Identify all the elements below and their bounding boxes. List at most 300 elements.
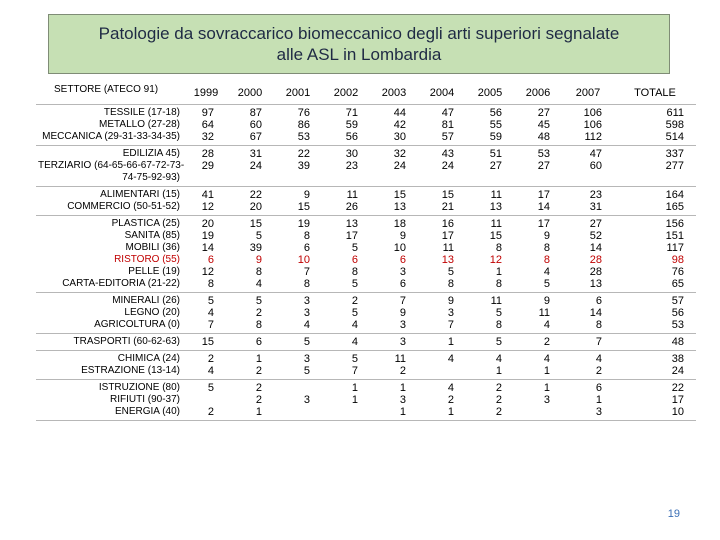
cell-value: 16	[441, 218, 454, 230]
cell-value: 97	[201, 107, 214, 119]
year-cell	[274, 187, 322, 216]
year-cell	[370, 146, 418, 187]
total-cell	[614, 187, 696, 216]
cell-value: 15	[201, 336, 214, 348]
table-row	[36, 293, 696, 334]
sector-labels	[36, 334, 186, 351]
data-table	[36, 82, 696, 421]
year-cell	[466, 380, 514, 421]
cell-value: 13	[489, 201, 502, 213]
cell-value: 9	[255, 254, 262, 266]
year-cell	[562, 146, 614, 187]
cell-value: 55	[489, 119, 502, 131]
sector-labels	[36, 105, 186, 146]
cell-value: 8	[495, 319, 502, 331]
year-cell	[466, 105, 514, 146]
cell-value: 10	[393, 242, 406, 254]
cell-value: 59	[489, 131, 502, 143]
year-cell	[514, 351, 562, 380]
cell-value: 53	[297, 131, 310, 143]
cell-value: 28	[589, 254, 602, 266]
cell-value: 52	[589, 230, 602, 242]
year-cell	[322, 293, 370, 334]
year-cell	[562, 380, 614, 421]
column-header: 2004	[418, 82, 466, 105]
cell-value: 81	[441, 119, 454, 131]
year-cell	[514, 334, 562, 351]
cell-value: 2	[399, 365, 406, 377]
cell-value: 39	[297, 160, 310, 172]
sector-label: ISTRUZIONE (80)	[98, 382, 180, 393]
year-cell	[322, 187, 370, 216]
cell-value: 19	[297, 218, 310, 230]
cell-value: 2	[207, 353, 214, 365]
cell-value: 86	[297, 119, 310, 131]
year-cell	[274, 334, 322, 351]
cell-value: 67	[249, 131, 262, 143]
sector-labels	[36, 146, 186, 187]
cell-value: 4	[543, 353, 550, 365]
cell-value: 20	[201, 218, 214, 230]
year-cell	[370, 187, 418, 216]
cell-value: 1	[495, 365, 502, 377]
cell-value: 14	[537, 201, 550, 213]
year-cell	[186, 105, 226, 146]
sector-label: CARTA-EDITORIA (21-22)	[62, 278, 180, 289]
cell-value: 48	[671, 336, 684, 348]
cell-value: 24	[249, 160, 262, 172]
cell-value: 165	[665, 201, 684, 213]
cell-value: 28	[589, 266, 602, 278]
cell-value: 8	[447, 278, 454, 290]
cell-value: 8	[255, 319, 262, 331]
cell-value: 5	[255, 295, 262, 307]
column-header: TOTALE	[614, 82, 696, 105]
cell-value: 11	[490, 189, 502, 201]
cell-value: 41	[201, 189, 214, 201]
year-cell	[322, 334, 370, 351]
year-cell	[274, 380, 322, 421]
sector-labels	[36, 216, 186, 293]
cell-value: 8	[595, 319, 602, 331]
cell-value: 98	[671, 254, 684, 266]
cell-value: 6	[595, 295, 602, 307]
cell-value: 1	[255, 353, 262, 365]
cell-value: 47	[589, 148, 602, 160]
cell-value: 22	[249, 189, 262, 201]
year-cell	[226, 216, 274, 293]
cell-value: 156	[665, 218, 684, 230]
table-row	[36, 216, 696, 293]
year-cell	[274, 293, 322, 334]
cell-value: 3	[447, 307, 454, 319]
year-cell	[274, 146, 322, 187]
cell-value: 15	[441, 189, 454, 201]
cell-value: 112	[584, 131, 602, 143]
cell-value: 17	[345, 230, 358, 242]
cell-value: 5	[351, 242, 358, 254]
year-cell	[418, 216, 466, 293]
sector-label: TRASPORTI (60-62-63)	[73, 336, 180, 347]
cell-value: 6	[399, 254, 406, 266]
cell-value: 277	[665, 160, 684, 172]
column-header: 2000	[226, 82, 274, 105]
cell-value: 9	[543, 295, 550, 307]
year-cell	[418, 105, 466, 146]
cell-value: 64	[201, 119, 214, 131]
cell-value: 31	[589, 201, 602, 213]
sector-label: TERZIARIO (64-65-66-67-72-73-	[38, 160, 185, 171]
cell-value: 2	[447, 394, 454, 406]
total-cell	[614, 105, 696, 146]
cell-value: 8	[495, 242, 502, 254]
year-cell	[514, 146, 562, 187]
cell-value: 17	[537, 189, 550, 201]
year-cell	[226, 293, 274, 334]
year-cell	[186, 380, 226, 421]
sector-label: RIFIUTI (90-37)	[109, 394, 180, 405]
cell-value: 3	[543, 394, 550, 406]
page-number: 19	[667, 508, 680, 520]
cell-value	[276, 382, 310, 394]
cell-value: 48	[537, 131, 550, 143]
year-cell	[186, 187, 226, 216]
year-cell	[562, 216, 614, 293]
cell-value	[276, 406, 310, 418]
cell-value: 4	[447, 353, 454, 365]
header-row	[36, 82, 696, 105]
cell-value: 6	[399, 278, 406, 290]
sector-label: MOBILI (36)	[125, 242, 180, 253]
cell-value: 3	[303, 307, 310, 319]
sector-header: SETTORE (ATECO 91)	[36, 82, 186, 105]
cell-value: 43	[441, 148, 454, 160]
year-cell	[514, 187, 562, 216]
cell-value: 1	[495, 266, 502, 278]
year-cell	[322, 146, 370, 187]
cell-value: 57	[441, 131, 454, 143]
year-cell	[466, 351, 514, 380]
cell-value: 2	[255, 382, 262, 394]
total-cell	[614, 351, 696, 380]
cell-value: 76	[297, 107, 310, 119]
year-cell	[274, 351, 322, 380]
cell-value: 2	[207, 406, 214, 418]
cell-value: 6	[595, 382, 602, 394]
cell-value: 39	[249, 242, 262, 254]
cell-value: 8	[255, 266, 262, 278]
cell-value: 71	[345, 107, 358, 119]
cell-value: 5	[495, 336, 502, 348]
cell-value: 8	[495, 278, 502, 290]
cell-value: 12	[201, 201, 214, 213]
sector-labels	[36, 187, 186, 216]
year-cell	[514, 293, 562, 334]
cell-value: 24	[441, 160, 454, 172]
sector-label: AGRICOLTURA (0)	[94, 319, 180, 330]
sector-label: CHIMICA (24)	[117, 353, 180, 364]
cell-value: 514	[665, 131, 684, 143]
year-cell	[322, 380, 370, 421]
cell-value: 18	[393, 218, 406, 230]
cell-value: 1	[447, 406, 454, 418]
year-cell	[226, 187, 274, 216]
sector-label: METALLO (27-28)	[99, 119, 180, 130]
cell-value: 4	[207, 365, 214, 377]
sector-label: RISTORO (55)	[114, 254, 180, 265]
cell-value: 17	[671, 394, 684, 406]
year-cell	[370, 380, 418, 421]
cell-value	[188, 394, 214, 406]
year-cell	[226, 334, 274, 351]
cell-value: 1	[351, 394, 358, 406]
cell-value: 9	[399, 230, 406, 242]
year-cell	[418, 146, 466, 187]
total-cell	[614, 216, 696, 293]
cell-value: 2	[255, 307, 262, 319]
sector-label: PLASTICA (25)	[111, 218, 180, 229]
year-cell	[322, 105, 370, 146]
cell-value: 27	[537, 107, 550, 119]
cell-value: 164	[665, 189, 684, 201]
table-row	[36, 380, 696, 421]
cell-value: 3	[399, 336, 406, 348]
cell-value: 4	[595, 353, 602, 365]
total-cell	[614, 146, 696, 187]
cell-value: 12	[201, 266, 214, 278]
year-cell	[274, 105, 322, 146]
cell-value: 14	[201, 242, 214, 254]
cell-value: 4	[495, 353, 502, 365]
cell-value: 106	[583, 119, 602, 131]
cell-value: 5	[207, 382, 214, 394]
cell-value: 7	[447, 319, 454, 331]
year-cell	[226, 380, 274, 421]
cell-value: 2	[495, 406, 502, 418]
title-box	[48, 14, 670, 74]
cell-value: 5	[447, 266, 454, 278]
sector-label: EDILIZIA 45)	[122, 148, 180, 159]
cell-value: 4	[255, 278, 262, 290]
year-cell	[226, 146, 274, 187]
table-row	[36, 334, 696, 351]
cell-value: 151	[665, 230, 684, 242]
cell-value: 3	[399, 394, 406, 406]
cell-value: 27	[589, 218, 602, 230]
cell-value: 8	[303, 230, 310, 242]
cell-value: 6	[303, 242, 310, 254]
cell-value	[516, 406, 550, 418]
cell-value: 10	[671, 406, 684, 418]
cell-value: 60	[249, 119, 262, 131]
cell-value: 11	[538, 307, 550, 319]
cell-value: 59	[345, 119, 358, 131]
cell-value: 2	[495, 382, 502, 394]
cell-value: 26	[345, 201, 358, 213]
year-cell	[322, 351, 370, 380]
cell-value: 12	[489, 254, 502, 266]
cell-value: 15	[393, 189, 406, 201]
cell-value: 27	[489, 160, 502, 172]
cell-value: 4	[351, 319, 358, 331]
cell-value: 8	[303, 278, 310, 290]
sector-label: ENERGIA (40)	[114, 406, 180, 417]
sector-labels	[36, 351, 186, 380]
column-header: 2002	[322, 82, 370, 105]
year-cell	[370, 293, 418, 334]
cell-value: 13	[393, 201, 406, 213]
cell-value: 11	[346, 189, 358, 201]
column-header: 1999	[186, 82, 226, 105]
year-cell	[562, 334, 614, 351]
year-cell	[370, 105, 418, 146]
cell-value: 47	[441, 107, 454, 119]
total-cell	[614, 293, 696, 334]
cell-value: 6	[207, 254, 214, 266]
year-cell	[418, 380, 466, 421]
cell-value: 24	[671, 365, 684, 377]
cell-value: 5	[207, 295, 214, 307]
cell-value: 27	[537, 160, 550, 172]
cell-value: 7	[303, 266, 310, 278]
cell-value: 32	[393, 148, 406, 160]
cell-value: 17	[441, 230, 454, 242]
year-cell	[370, 216, 418, 293]
year-cell	[418, 351, 466, 380]
cell-value: 1	[399, 406, 406, 418]
cell-value: 2	[543, 336, 550, 348]
cell-value: 13	[441, 254, 454, 266]
year-cell	[186, 146, 226, 187]
cell-value: 13	[589, 278, 602, 290]
cell-value: 53	[671, 319, 684, 331]
year-cell	[322, 216, 370, 293]
cell-value: 56	[489, 107, 502, 119]
cell-value: 29	[201, 160, 214, 172]
cell-value: 6	[255, 336, 262, 348]
cell-value: 14	[589, 307, 602, 319]
year-cell	[186, 351, 226, 380]
cell-value: 9	[447, 295, 454, 307]
cell-value: 45	[537, 119, 550, 131]
cell-value: 1	[399, 382, 406, 394]
cell-value: 13	[345, 218, 358, 230]
cell-value: 15	[249, 218, 262, 230]
cell-value: 5	[303, 336, 310, 348]
cell-value: 56	[345, 131, 358, 143]
column-header: 2001	[274, 82, 322, 105]
cell-value: 42	[393, 119, 406, 131]
cell-value: 23	[345, 160, 358, 172]
cell-value: 30	[345, 148, 358, 160]
column-header: 2007	[562, 82, 614, 105]
year-cell	[466, 293, 514, 334]
year-cell	[562, 187, 614, 216]
year-cell	[186, 216, 226, 293]
table-row	[36, 351, 696, 380]
total-cell	[614, 380, 696, 421]
cell-value: 20	[249, 201, 262, 213]
cell-value: 15	[489, 230, 502, 242]
cell-value: 3	[303, 295, 310, 307]
year-cell	[514, 105, 562, 146]
slide-title: Patologie da sovraccarico biomeccanico degli arti superiori segnalate alle ASL in Lombardia	[98, 24, 620, 64]
cell-value: 4	[447, 382, 454, 394]
cell-value: 1	[543, 365, 550, 377]
sector-label: ALIMENTARI (15)	[100, 189, 180, 200]
cell-value: 1	[447, 336, 454, 348]
cell-value: 11	[490, 218, 502, 230]
cell-value: 11	[490, 295, 502, 307]
cell-value: 24	[393, 160, 406, 172]
year-cell	[274, 216, 322, 293]
cell-value: 2	[495, 394, 502, 406]
cell-value: 7	[351, 365, 358, 377]
sector-label: LEGNO (20)	[124, 307, 180, 318]
year-cell	[514, 216, 562, 293]
cell-value: 5	[351, 307, 358, 319]
year-cell	[466, 216, 514, 293]
year-cell	[562, 105, 614, 146]
year-cell	[186, 293, 226, 334]
sector-label: MINERALI (26)	[112, 295, 180, 306]
cell-value: 8	[351, 266, 358, 278]
cell-value: 598	[665, 119, 684, 131]
year-cell	[418, 187, 466, 216]
year-cell	[370, 351, 418, 380]
cell-value: 5	[255, 230, 262, 242]
cell-value: 8	[543, 254, 550, 266]
sector-label: 74-75-92-93)	[122, 172, 180, 183]
sector-label: COMMERCIO (50-51-52)	[67, 201, 180, 212]
cell-value: 51	[489, 148, 502, 160]
cell-value: 11	[394, 353, 406, 365]
table-row	[36, 105, 696, 146]
cell-value: 15	[297, 201, 310, 213]
cell-value: 19	[201, 230, 214, 242]
cell-value: 5	[495, 307, 502, 319]
cell-value: 31	[249, 148, 262, 160]
cell-value: 3	[595, 406, 602, 418]
cell-value: 22	[297, 148, 310, 160]
sector-labels	[36, 293, 186, 334]
cell-value: 53	[537, 148, 550, 160]
cell-value: 87	[249, 107, 262, 119]
cell-value: 2	[255, 394, 262, 406]
cell-value: 65	[671, 278, 684, 290]
year-cell	[514, 380, 562, 421]
year-cell	[466, 146, 514, 187]
column-header: 2006	[514, 82, 562, 105]
year-cell	[418, 293, 466, 334]
cell-value: 4	[351, 336, 358, 348]
cell-value: 3	[303, 394, 310, 406]
sector-label: PELLE (19)	[128, 266, 180, 277]
sector-labels	[36, 380, 186, 421]
year-cell	[226, 351, 274, 380]
sector-label: MECCANICA (29-31-33-34-35)	[42, 131, 180, 142]
cell-value	[324, 406, 358, 418]
cell-value: 5	[543, 278, 550, 290]
cell-value: 14	[589, 242, 602, 254]
table-row	[36, 187, 696, 216]
cell-value: 106	[583, 107, 602, 119]
cell-value: 4	[207, 307, 214, 319]
cell-value: 3	[399, 266, 406, 278]
cell-value: 17	[537, 218, 550, 230]
cell-value: 76	[671, 266, 684, 278]
table-row	[36, 146, 696, 187]
